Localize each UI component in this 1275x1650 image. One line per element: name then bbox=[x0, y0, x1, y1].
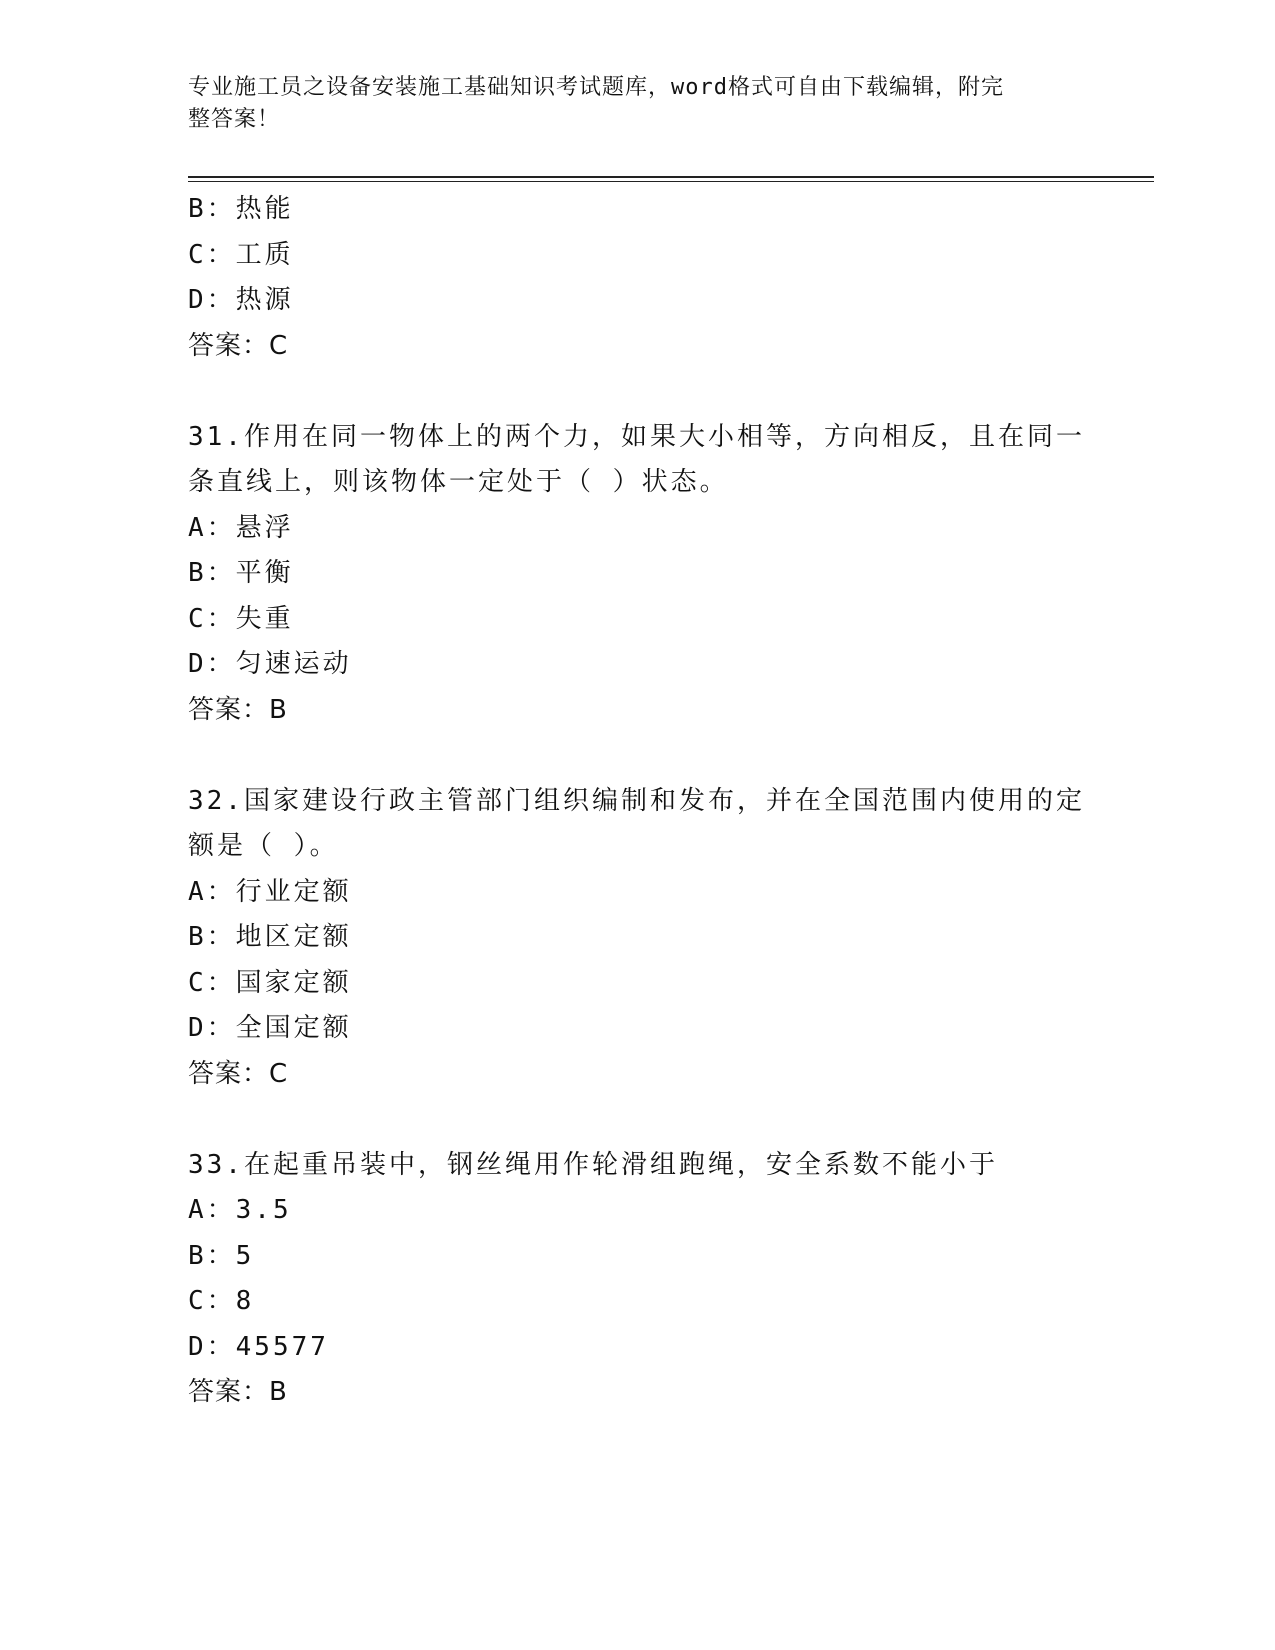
option-b: B：5 bbox=[188, 1240, 255, 1271]
spacer bbox=[188, 733, 1088, 779]
question-stem-line: 32.国家建设行政主管部门组织编制和发布，并在全国范围内使用的定 bbox=[188, 785, 1085, 816]
question-31 bbox=[188, 415, 1088, 734]
answer-line: 答案：C bbox=[188, 1058, 289, 1089]
option-a: A：行业定额 bbox=[188, 876, 352, 907]
option-d: D：45577 bbox=[188, 1331, 329, 1362]
question-stem-line: 31.作用在同一物体上的两个力，如果大小相等，方向相反，且在同一 bbox=[188, 421, 1085, 452]
header-divider-thin bbox=[188, 181, 1154, 182]
option-a: A：3.5 bbox=[188, 1195, 292, 1225]
question-stem-line: 额是（ ）。 bbox=[188, 831, 339, 861]
option-b: B：平衡 bbox=[188, 558, 294, 588]
header-line-2: 整答案！ bbox=[188, 107, 281, 132]
option-b: B：热能 bbox=[188, 194, 294, 224]
header-line-1: 专业施工员之设备安装施工基础知识考试题库，word格式可自由下载编辑，附完 bbox=[188, 75, 1004, 100]
option-d: D：匀速运动 bbox=[188, 649, 352, 679]
spacer bbox=[188, 369, 1088, 415]
question-stem-line: 33.在起重吊装中，钢丝绳用作轮滑组跑绳，安全系数不能小于 bbox=[188, 1149, 998, 1180]
header-divider-thick bbox=[188, 176, 1154, 178]
option-c: C：8 bbox=[188, 1286, 255, 1316]
question-stem-line: 条直线上，则该物体一定处于（ ）状态。 bbox=[188, 467, 729, 497]
question-32 bbox=[188, 779, 1088, 1098]
option-d: D：全国定额 bbox=[188, 1013, 352, 1043]
prev-question-block bbox=[188, 187, 1088, 369]
document-header bbox=[188, 72, 1068, 136]
option-b: B：地区定额 bbox=[188, 922, 352, 952]
answer-line: 答案：B bbox=[188, 1377, 288, 1407]
question-33 bbox=[188, 1143, 1088, 1416]
option-d: D：热源 bbox=[188, 285, 294, 315]
answer-line: 答案：C bbox=[188, 330, 289, 361]
option-a: A：悬浮 bbox=[188, 512, 294, 543]
answer-line: 答案：B bbox=[188, 694, 288, 725]
spacer bbox=[188, 1097, 1088, 1143]
option-c: C：工质 bbox=[188, 239, 294, 270]
option-c: C：失重 bbox=[188, 603, 294, 634]
question-list bbox=[188, 187, 1088, 1416]
option-c: C：国家定额 bbox=[188, 967, 352, 998]
